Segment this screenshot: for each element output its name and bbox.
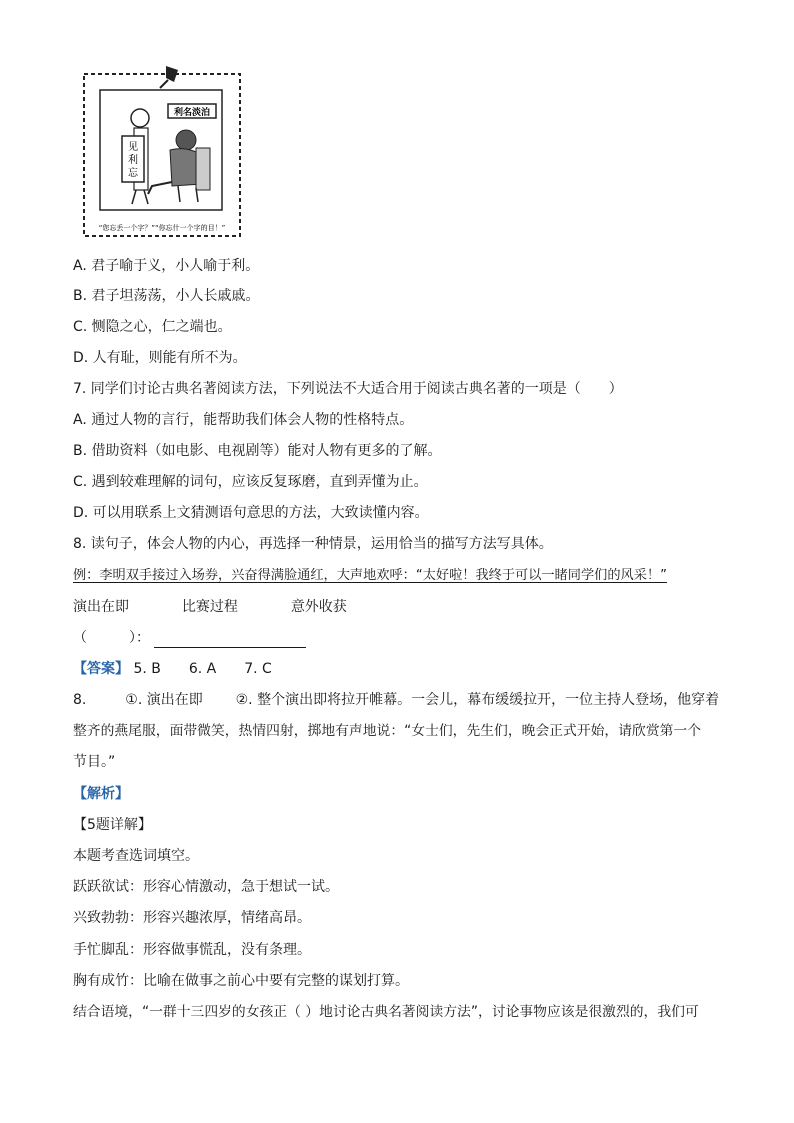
q8-example: 例：李明双手接过入场券，兴奋得满脸通红，大声地欢呼：“太好啦！我终于可以一睹同学们的风采！” [73,568,667,583]
q7-stem: 7. 同学们讨论古典名著阅读方法，下列说法不大适合用于阅读古典名著的一项是（ ） [73,381,623,397]
q8-choice-1: 演出在即 [73,599,129,615]
q6-option-c: C. 恻隐之心，仁之端也。 [73,319,232,335]
analysis-line-4: 手忙脚乱：形容做事慌乱，没有条理。 [73,942,311,958]
q7-option-c: C. 遇到较难理解的词句，应该反复琢磨，直到弄懂为止。 [73,474,428,490]
q6-option-a: A. 君子喻于义，小人喻于利。 [73,258,260,274]
analysis-line-5: 胸有成竹：比喻在做事之前心中要有完整的谋划打算。 [73,973,409,989]
q6-option-d: D. 人有耻，则能有所不为。 [73,350,247,366]
analysis-detail-heading: 【5题详解】 [73,817,152,833]
q8-fill-line [73,628,306,648]
answer-q8-line3: 节目。” [73,754,116,770]
cartoon-scroll-text-1: 见 [128,142,138,153]
answer-q8-num: 8. [73,692,87,708]
analysis-line-3: 兴致勃勃：形容兴趣浓厚，情绪高昂。 [73,910,311,926]
cartoon-illustration [82,64,242,240]
cartoon-sign-text: 利名淡泊 [173,108,211,118]
answer-text: 5. B 6. A 7. C [133,661,272,677]
q6-option-b: B. 君子坦荡荡，小人长戚戚。 [73,288,260,304]
answer-label: 【答案】 [73,661,129,677]
q8-choice-3: 意外收获 [290,599,347,615]
answer-q8-line1 [73,690,719,710]
q8-fill-blank [154,631,306,648]
q7-option-d: D. 可以用联系上文猜测语句意思的方法，大致读懂内容。 [73,505,429,521]
answer-q8-line2: 整齐的燕尾服，面带微笑，热情四射，掷地有声地说：“女士们，先生们，晚会正式开始，请欣赏第一个 [73,723,702,739]
analysis-label: 【解析】 [73,786,129,802]
analysis-line-2: 跃跃欲试：形容心情激动，急于想试一试。 [73,879,339,895]
answer-line [73,659,272,679]
q7-option-a: A. 通过人物的言行，能帮助我们体会人物的性格特点。 [73,412,414,428]
q7-option-b: B. 借助资料（如电影、电视剧等）能对人物有更多的了解。 [73,443,442,459]
q8-stem: 8. 读句子，体会人物的内心，再选择一种情景，运用恰当的描写方法写具体。 [73,536,553,552]
q8-choices [73,597,347,617]
analysis-line-1: 本题考查选词填空。 [73,848,199,864]
q8-fill-prefix: （ ）： [73,630,150,646]
answer-q8-part1: ①. 演出在即 [125,692,203,708]
cartoon-scroll-text-2: 利 [128,155,138,166]
analysis-line-6: 结合语境，“一群十三四岁的女孩正（ ）地讨论古典名著阅读方法”，讨论事物应该是很激烈的，我们可 [73,1004,699,1020]
cartoon-caption: “您忘丢一个字？”“你忘什一个字的目！” [98,224,226,232]
answer-q8-part2: ②. 整个演出即将拉开帷幕。一会儿，幕布缓缓拉开，一位主持人登场，他穿着 [235,692,720,708]
q8-choice-2: 比赛过程 [181,599,238,615]
cartoon-scroll-text-3: 忘 [128,168,138,179]
